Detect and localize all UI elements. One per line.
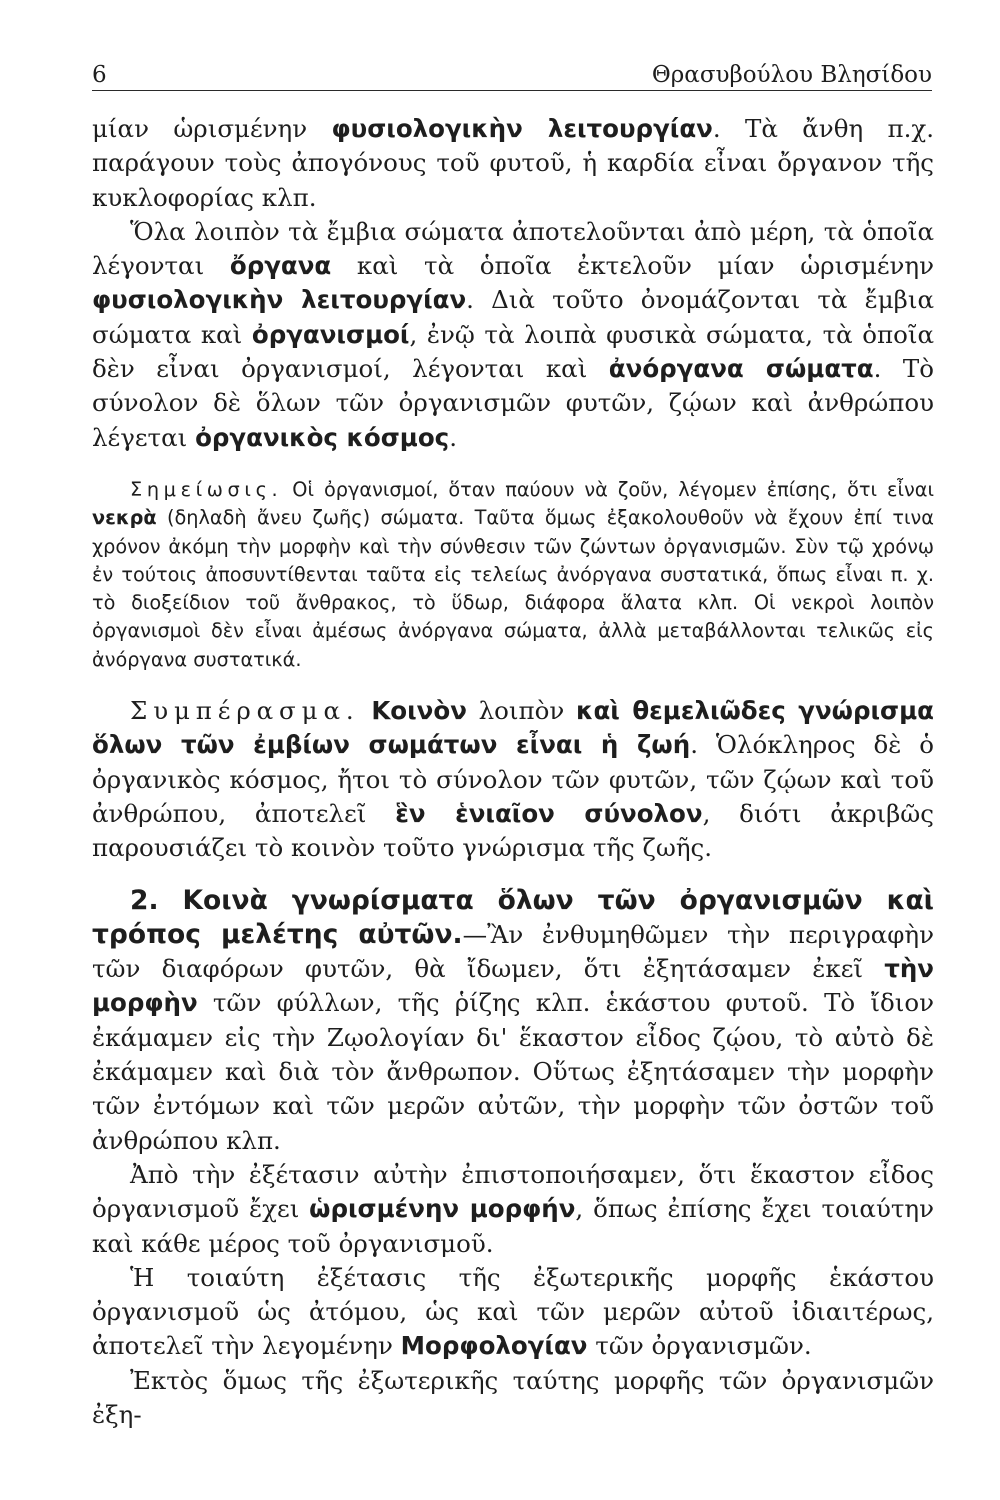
bold-term: νεκρὰ bbox=[92, 506, 157, 530]
bold-term: τὴν μορφὴν bbox=[92, 954, 934, 1018]
paragraph-3: Ἀπὸ τὴν ἐξέτασιν αὐτὴν ἐπιστοποιήσαμεν, ὅτι ἕκαστον εἶδος ὀργανισμοῦ ἔχει ὡρισμένην μορφήν, ὅπως ἐπίσης ἔχει τοιαύτην καὶ κάθε μέρος τοῦ ὀργανισμοῦ. bbox=[92, 1159, 934, 1258]
conclusion-label: Συμπέρασμα. bbox=[130, 696, 360, 726]
page-body bbox=[92, 112, 934, 1432]
bold-term: Μορφολογίαν bbox=[400, 1331, 588, 1361]
bold-term: ἀνόργανα σώματα bbox=[608, 354, 874, 384]
paragraph-2: Ὅλα λοιπὸν τὰ ἔμβια σώματα ἀποτελοῦνται ἀπὸ μέρη, τὰ ὁποῖα λέγονται ὄργανα καὶ τὰ ὁποῖα ἐκτελοῦν μίαν ὡρισμένην φυσιολογικὴν λειτουργίαν. Διὰ τοῦτο ὀνομάζονται τὰ ἔμβια σώματα καὶ ὀργανισμοί, ἐνῷ τὰ λοιπὰ φυσικὰ σώματα, τὰ ὁποῖα δὲν εἶναι ὀργανισμοί, λέγονται καὶ ἀνόργανα σώματα. Τὸ σύνολον δὲ ὅλων τῶν ὀργανισμῶν φυτῶν, ζῴων καὶ ἀνθρώπου λέγεται ὀργανικὸς κόσμος. bbox=[92, 216, 934, 452]
section-2-paragraph: 2. Κοινὰ γνωρίσματα ὅλων τῶν ὀργανισμῶν καὶ τρόπος μελέτης αὐτῶν.—Ἂν ἐνθυμηθῶμεν τὴν περιγραφὴν τῶν διαφόρων φυτῶν, θὰ ἴδωμεν, ὅτι ἐξητάσαμεν ἐκεῖ τὴν μορφὴν τῶν φύλλων, τῆς ῥίζης κλπ. ἑκάστου φυτοῦ. Τὸ ἴδιον ἐκάμαμεν εἰς τὴν Ζῳολογίαν δι' ἕκαστον εἶδος ζῴου, τὸ αὐτὸ δὲ ἐκάμαμεν καὶ διὰ τὸν ἄνθρωπον. Οὕτως ἐξητάσαμεν τὴν μορφὴν τῶν ἐντόμων καὶ τῶν μερῶν αὐτῶν, τὴν μορφὴν τῶν ὀστῶν τοῦ ἀνθρώπου κλπ. bbox=[92, 884, 934, 1155]
section-heading: 2. Κοινὰ γνωρίσματα ὅλων τῶν ὀργανισμῶν καὶ τρόπος μελέτης αὐτῶν. bbox=[92, 884, 934, 950]
running-head: Θρασυβούλου Βλησίδου bbox=[651, 62, 932, 88]
bold-term: φυσιολογικὴν λειτουργίαν bbox=[331, 114, 713, 143]
page-number: 6 bbox=[92, 62, 107, 88]
bold-term: ὀργανικὸς κόσμος bbox=[195, 422, 450, 452]
page-header bbox=[92, 58, 932, 91]
paragraph-1: μίαν ὡρισμένην φυσιολογικὴν λειτουργίαν. Τὰ ἄνθη π.χ. παράγουν τοὺς ἀπογόνους τοῦ φυτοῦ, ἡ καρδία εἶναι ὄργανον τῆς κυκλοφορίας κλπ. bbox=[92, 114, 934, 212]
note-paragraph: Σημείωσις. Οἱ ὀργανισμοί, ὅταν παύουν νὰ ζοῦν, λέγομεν ἐπίσης, ὅτι εἶναι νεκρὰ (δηλαδὴ ἄνευ ζωῆς) σώματα. Ταῦτα ὅμως ἐξακολουθοῦν νὰ ἔχουν ἐπί τινα χρόνον ἀκόμη τὴν μορφὴν καὶ τὴν σύνθεσιν τῶν ζώντων ὀργανισμῶν. Σὺν τῷ χρόνῳ ἐν τούτοις ἀποσυντίθενται ταῦτα εἰς τελείως ἀνόργανα συστατικά, ὅπως εἶναι π. χ. τὸ διοξείδιον τοῦ ἄνθρακος, τὸ ὕδωρ, διάφορα ἅλατα κλπ. Οἱ νεκροὶ λοιπὸν ὀργανισμοὶ δὲν εἶναι ἀμέσως ἀνόργανα σώματα, ἀλλὰ μεταβάλλονται τελικῶς εἰς ἀνόργανα συστατικά. bbox=[92, 477, 934, 671]
bold-term: ὀργανισμοί bbox=[251, 319, 410, 349]
bold-term: ἓν ἑνιαῖον σύνολον bbox=[395, 798, 703, 828]
paragraph-5: Ἐκτὸς ὅμως τῆς ἐξωτερικῆς ταύτης μορφῆς τῶν ὀργανισμῶν ἐξη- bbox=[92, 1365, 934, 1429]
bold-term: φυσιολογικὴν λειτουργίαν bbox=[92, 285, 467, 315]
note-label: Σημείωσις. bbox=[130, 477, 283, 501]
conclusion-paragraph: Συμπέρασμα. Κοινὸν λοιπὸν καὶ θεμελιῶδες γνώρισμα ὅλων τῶν ἐμβίων σωμάτων εἶναι ἡ ζωή. Ὁλόκληρος δὲ ὁ ὀργανικὸς κόσμος, ἤτοι τὸ σύνολον τῶν φυτῶν, τῶν ζῴων καὶ τοῦ ἀνθρώπου, ἀποτελεῖ ἓν ἑνιαῖον σύνολον, διότι ἀκριβῶς παρουσιάζει τὸ κοινὸν τοῦτο γνώρισμα τῆς ζωῆς. bbox=[92, 696, 934, 863]
paragraph-4: Ἡ τοιαύτη ἐξέτασις τῆς ἐξωτερικῆς μορφῆς ἑκάστου ὀργανισμοῦ ὡς ἀτόμου, ὡς καὶ τῶν μερῶν αὐτοῦ ἰδιαιτέρως, ἀποτελεῖ τὴν λεγομένην Μορφολογίαν τῶν ὀργανισμῶν. bbox=[92, 1262, 934, 1361]
bold-term: ὄργανα bbox=[229, 251, 332, 281]
bold-term: Κοινὸν bbox=[371, 696, 467, 726]
bold-term: ὡρισμένην μορφήν bbox=[309, 1194, 576, 1224]
bold-term: καὶ θεμελιῶδες γνώρισμα ὅλων τῶν ἐμβίων σωμάτων εἶναι ἡ ζωή bbox=[92, 696, 934, 760]
